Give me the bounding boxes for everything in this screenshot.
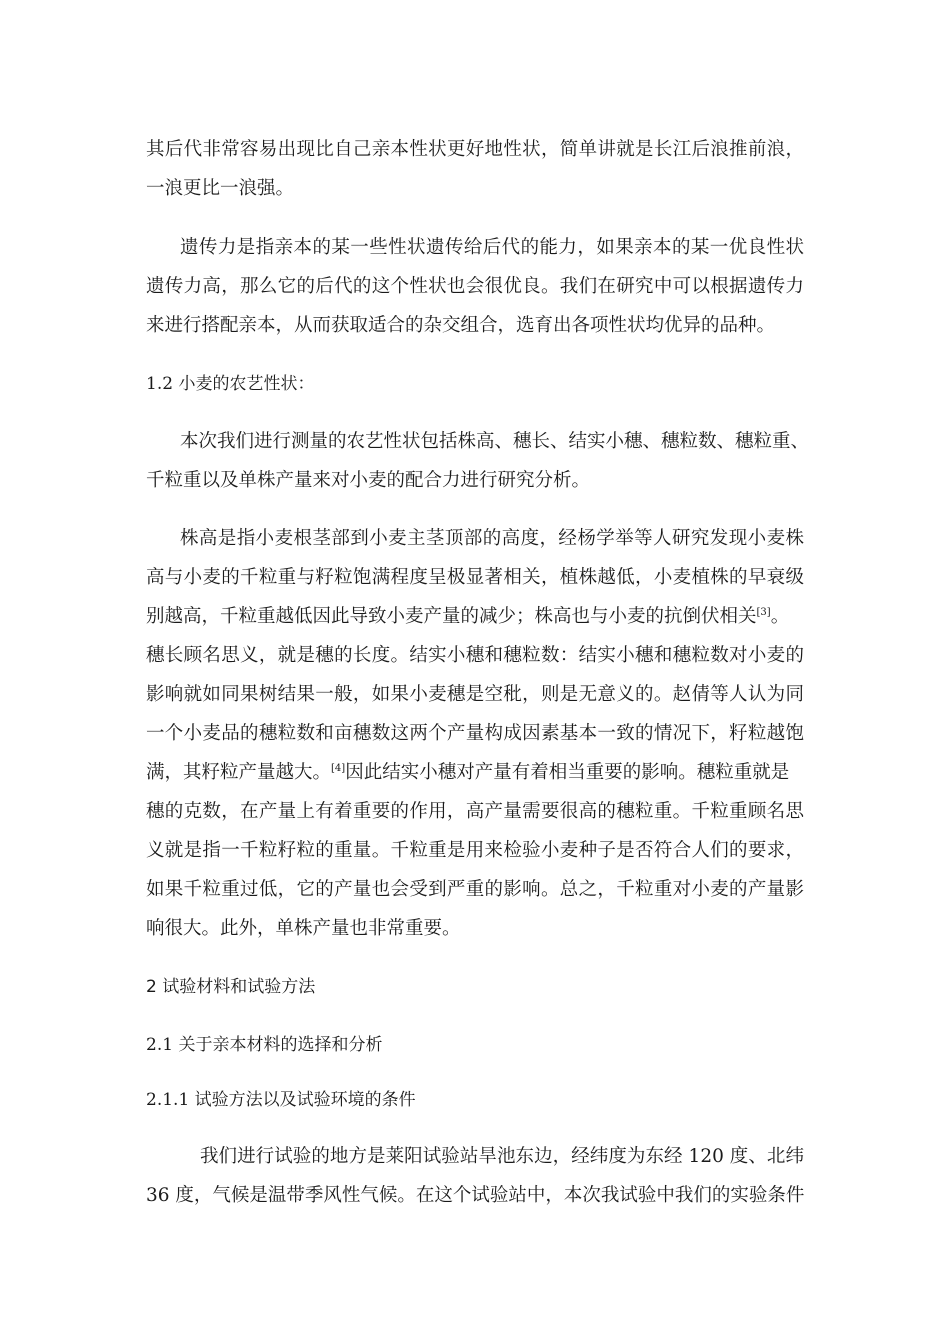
body-text-line: 千粒重以及单株产量来对小麦的配合力进行研究分析。 xyxy=(146,470,591,491)
body-text-line: 本次我们进行测量的农艺性状包括株高、穗长、结实小穗、穗粒数、穗粒重、 xyxy=(180,431,810,452)
body-text-line: 高与小麦的千粒重与籽粒饱满程度呈极显著相关，植株越低，小麦植株的早衰级 xyxy=(146,567,804,588)
body-text-line: 义就是指一千粒籽粒的重量。千粒重是用来检验小麦种子是否符合人们的要求， xyxy=(146,840,804,861)
body-text-line xyxy=(146,605,804,629)
body-text-segment: 。 xyxy=(770,606,790,627)
body-text-segment: 满，其籽粒产量越大。 xyxy=(146,762,332,783)
body-text-segment: 因此结实小穗对产量有着相当重要的影响。穗粒重就是 xyxy=(345,762,790,783)
body-text-line: 穗长顾名思义，就是穗的长度。结实小穗和穗粒数：结实小穗和穗粒数对小麦的 xyxy=(146,645,804,666)
section-heading-2: 2 试验材料和试验方法 xyxy=(146,977,316,997)
body-text-line: 一个小麦品的穗粒数和亩穗数这两个产量构成因素基本一致的情况下，籽粒越饱 xyxy=(146,723,804,744)
body-text-line xyxy=(146,761,804,785)
citation-ref: [3] xyxy=(756,607,771,618)
body-text-line: 36 度，气候是温带季风性气候。在这个试验站中，本次我试验中我们的实验条件 xyxy=(146,1185,805,1206)
body-text-line: 穗的克数，在产量上有着重要的作用，高产量需要很高的穗粒重。千粒重顾名思 xyxy=(146,801,804,822)
body-text-line: 如果千粒重过低，它的产量也会受到严重的影响。总之，千粒重对小麦的产量影 xyxy=(146,879,804,900)
body-text-line: 我们进行试验的地方是莱阳试验站旱池东边，经纬度为东经 120 度、北纬 xyxy=(200,1146,804,1167)
body-text-line: 一浪更比一浪强。 xyxy=(146,178,295,199)
section-heading-1-2: 1.2 小麦的农艺性状： xyxy=(146,374,315,394)
section-heading-2-1-1: 2.1.1 试验方法以及试验环境的条件 xyxy=(146,1090,416,1110)
body-text-line: 遗传力高，那么它的后代的这个性状也会很优良。我们在研究中可以根据遗传力 xyxy=(146,276,804,297)
body-text-line: 来进行搭配亲本，从而获取适合的杂交组合，选育出各项性状均优异的品种。 xyxy=(146,315,776,336)
citation-ref: [4] xyxy=(331,763,346,774)
section-heading-2-1: 2.1 关于亲本材料的选择和分析 xyxy=(146,1035,383,1055)
body-text-line: 遗传力是指亲本的某一些性状遗传给后代的能力，如果亲本的某一优良性状 xyxy=(180,237,804,258)
body-text-line: 响很大。此外，单株产量也非常重要。 xyxy=(146,918,461,939)
body-text-line: 株高是指小麦根茎部到小麦主茎顶部的高度，经杨学举等人研究发现小麦株 xyxy=(180,528,804,549)
body-text-line: 其后代非常容易出现比自己亲本性状更好地性状，简单讲就是长江后浪推前浪， xyxy=(146,139,804,160)
body-text-line: 影响就如同果树结果一般，如果小麦穗是空秕，则是无意义的。赵倩等人认为同 xyxy=(146,684,804,705)
body-text-segment: 别越高，千粒重越低因此导致小麦产量的减少；株高也与小麦的抗倒伏相关 xyxy=(146,606,757,627)
